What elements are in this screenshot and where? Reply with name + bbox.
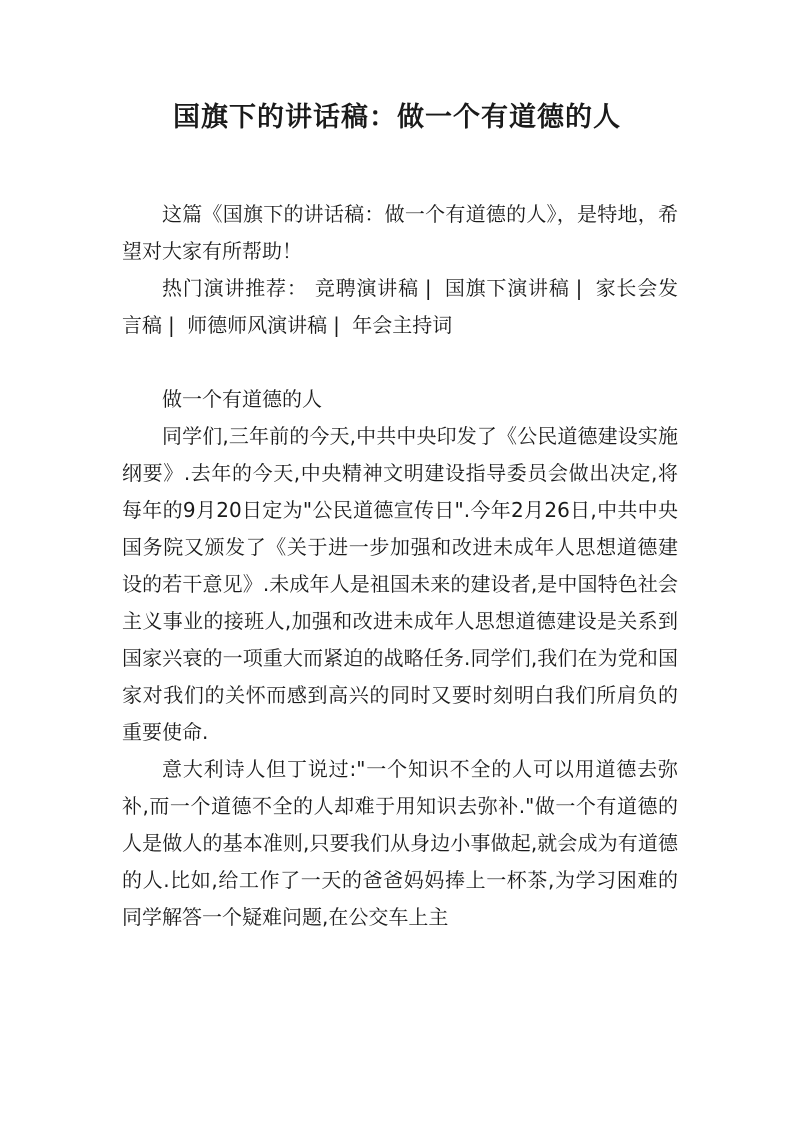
separator: | [575, 276, 583, 300]
section-heading: 做一个有道德的人 [162, 387, 322, 411]
hot-label: 热门演讲推荐： [162, 276, 308, 300]
hot-link-teacher-ethics-speech[interactable]: 师德师风演讲稿 [187, 313, 328, 337]
hot-link-flag-speech[interactable]: 国旗下演讲稿 [444, 276, 570, 300]
body-paragraph-2: 意大利诗人但丁说过:"一个知识不全的人可以用道德去弥补,而一个道德不全的人却难于用知识去弥补."做一个有道德的人是做人的基本准则,只要我们从身边小事做起,就会成为有道德的人.比如,给工作了一天的爸爸妈妈捧上一杯茶,为学习困难的同学解答一个疑难问题,在公交车上主 [122, 757, 678, 929]
separator: | [168, 313, 175, 337]
document-body [122, 196, 678, 936]
hot-link-competition-speech[interactable]: 竞聘演讲稿 [314, 276, 419, 300]
hot-link-parent-meeting-speech[interactable]: 家长会发言稿 [122, 276, 679, 337]
page-title: 国旗下的讲话稿：做一个有道德的人 [173, 102, 621, 133]
body-paragraph-1: 同学们,三年前的今天,中共中央印发了《公民道德建设实施纲要》.去年的今天,中央精神文明建设指导委员会做出决定,将每年的9月20日定为"公民道德宣传日".今年2月26日,中共中央国务院又颁发了《关于进一步加强和改进未成年人思想道德建设的若干意见》.未成年人是祖国未来的建设者,是中国特色社会主义事业的接班人,加强和改进未成年人思想道德建设是关系到国家兴衰的一项重大而紧迫的战略任务.同学们,我们在为党和国家对我们的关怀而感到高兴的同时又要时刻明白我们所肩负的重要使命. [122, 424, 678, 744]
separator: | [424, 276, 432, 300]
hot-speech-recommendation [122, 270, 678, 344]
separator: | [333, 313, 340, 337]
hot-link-annual-meeting-host[interactable]: 年会主持词 [352, 313, 453, 337]
spacer [122, 344, 678, 381]
intro-paragraph: 这篇《国旗下的讲话稿：做一个有道德的人》，是特地，希望对大家有所帮助！ [122, 202, 678, 263]
